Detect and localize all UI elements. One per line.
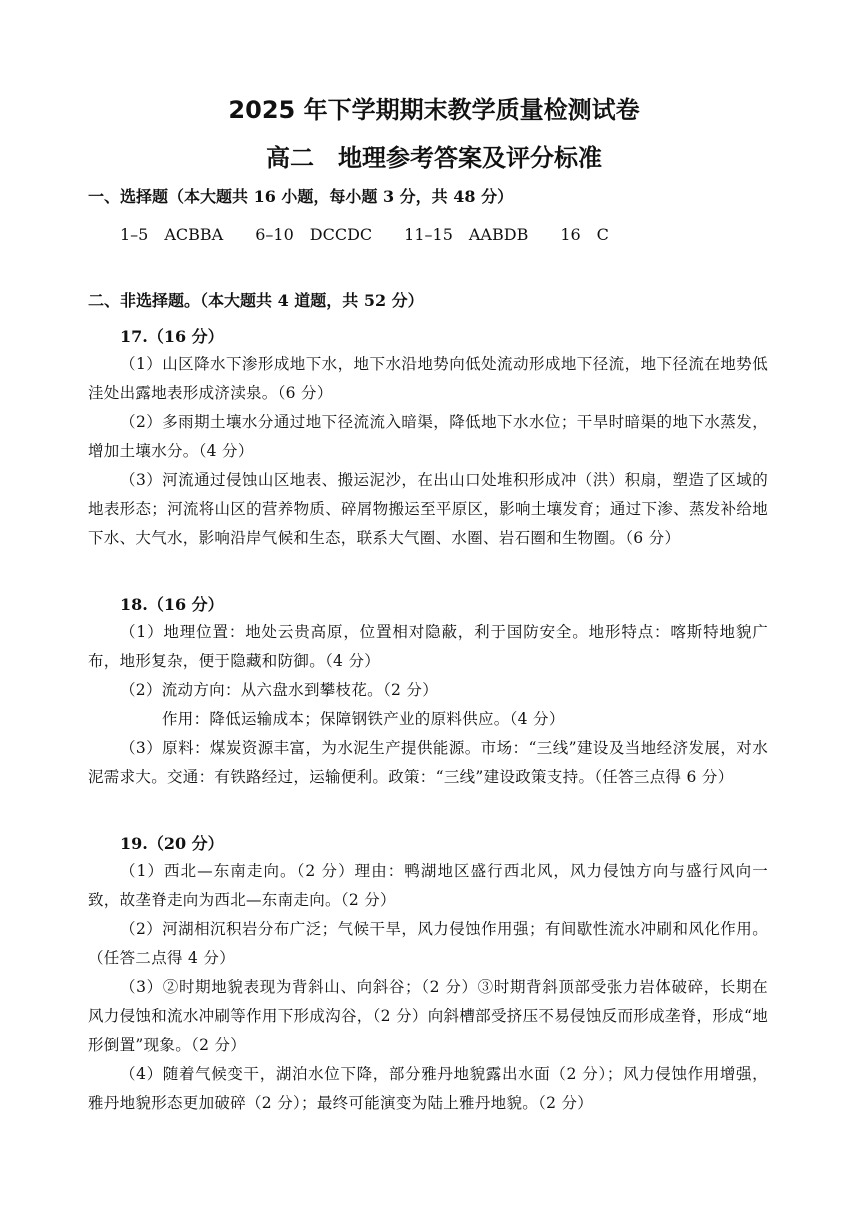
answer-key-subtitle: 高二 地理参考答案及评分标准 [266,144,602,172]
q18-answer-2: （2）流动方向：从六盘水到攀枝花。（2 分） [120,681,439,699]
q19-answer-2: （2）河湖相沉积岩分布广泛；气候干旱，风力侵蚀作用强；有间歇性流水冲刷和风化作用。（任答二点得 4 分） [88,920,768,967]
exam-title: 2025 年下学期期末教学质量检测试卷 [228,96,640,124]
q18-answer-3: （3）原料：煤炭资源丰富，为水泥生产提供能源。市场：“三线”建设及当地经济发展，对水泥需求大。交通：有铁路经过，运输便利。政策：“三线”建设政策支持。（任答三点得 6 分） [88,739,768,786]
question-18-heading: 18.（16 分） [120,595,224,614]
q19-answer-4: （4）随着气候变干，湖泊水位下降，部分雅丹地貌露出水面（2 分）；风力侵蚀作用增强，雅丹地貌形态更加破碎（2 分）；最终可能演变为陆上雅丹地貌。（2 分） [88,1065,768,1112]
question-17-heading: 17.（16 分） [120,327,224,346]
section-2-heading: 二、非选择题。（本大题共 4 道题，共 52 分） [88,291,424,310]
q17-answer-2: （2）多雨期土壤水分通过地下径流流入暗渠，降低地下水水位；干旱时暗渠的地下水蒸发，增加土壤水分。（4 分） [88,413,768,460]
section-1-heading: 一、选择题（本大题共 16 小题，每小题 3 分，共 48 分） [88,187,514,206]
q17-answer-1: （1）山区降水下渗形成地下水，地下水沿地势向低处流动形成地下径流，地下径流在地势低洼处出露地表形成济渎泉。（6 分） [88,355,768,402]
multiple-choice-answers: 1–5 ACBBA 6–10 DCCDC 11–15 AABDB 16 C [120,225,609,244]
q17-answer-3: （3）河流通过侵蚀山区地表、搬运泥沙，在出山口处堆积形成冲（洪）积扇，塑造了区域的地表形态；河流将山区的营养物质、碎屑物搬运至平原区，影响土壤发育；通过下渗、蒸发补给地下水、大气水，影响沿岸气候和生态，联系大气圈、水圈、岩石圈和生物圈。（6 分） [88,471,768,547]
question-19-heading: 19.（20 分） [120,834,224,853]
q18-answer-2-effect: 作用：降低运输成本；保障钢铁产业的原料供应。（4 分） [162,710,565,728]
q19-answer-3: （3）②时期地貌表现为背斜山、向斜谷；（2 分）③时期背斜顶部受张力岩体破碎，长期在风力侵蚀和流水冲刷等作用下形成沟谷，（2 分）向斜槽部受挤压不易侵蚀反而形成垄脊，形成“地形倒置”现象。（2 分） [88,978,768,1054]
q19-answer-1: （1）西北—东南走向。（2 分）理由：鸭湖地区盛行西北风，风力侵蚀方向与盛行风向一致，故垄脊走向为西北—东南走向。（2 分） [88,862,768,909]
q18-answer-1: （1）地理位置：地处云贵高原，位置相对隐蔽，利于国防安全。地形特点：喀斯特地貌广布，地形复杂，便于隐藏和防御。（4 分） [88,623,768,670]
